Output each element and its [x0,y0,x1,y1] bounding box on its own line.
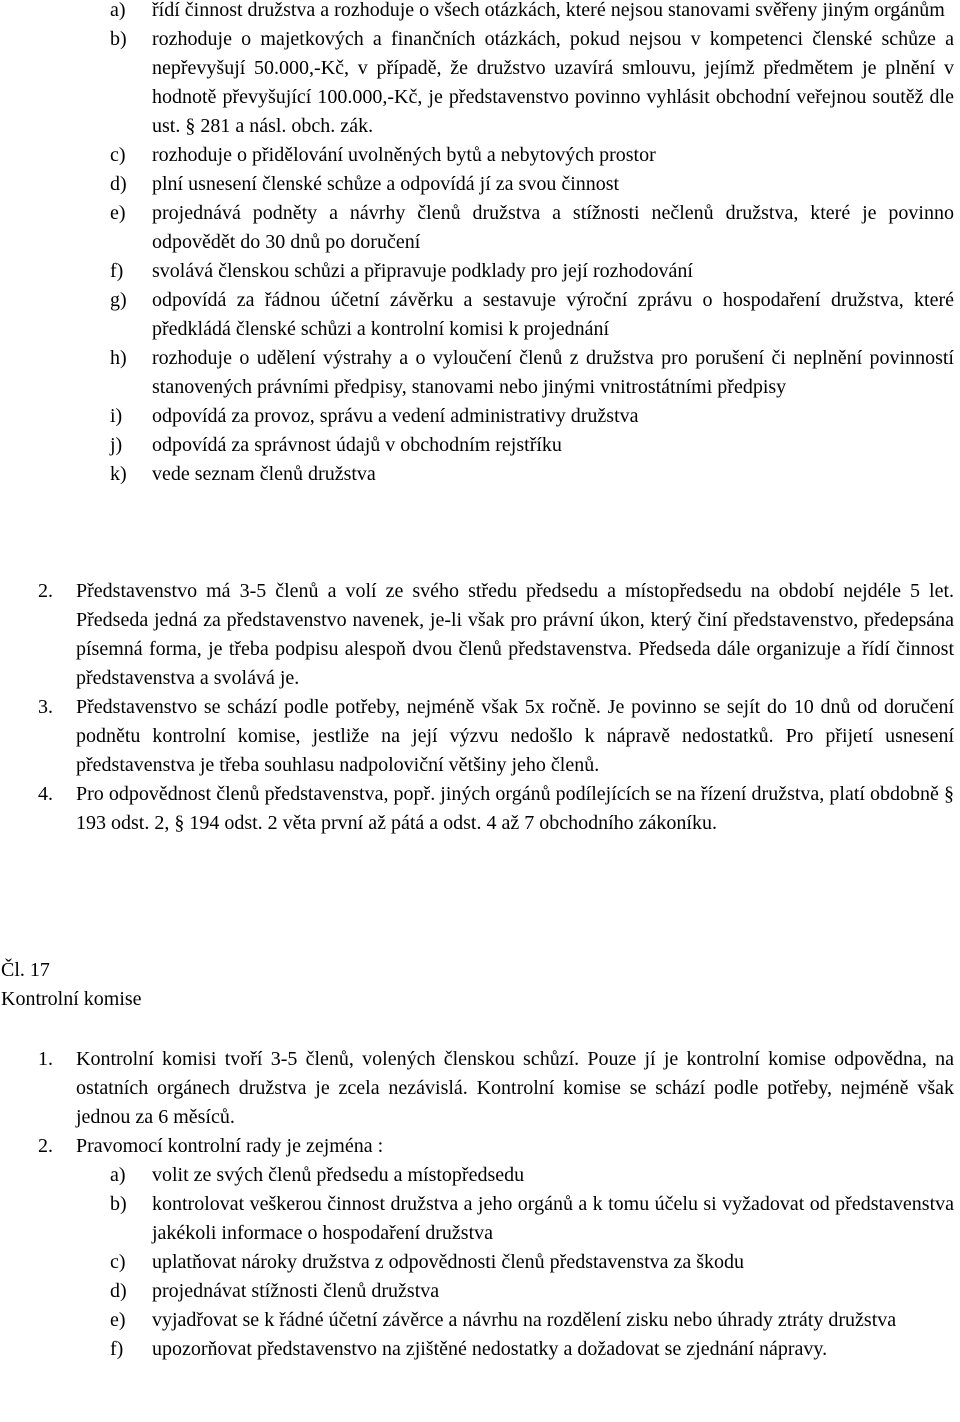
item-label: h) [110,347,127,369]
item-text: rozhoduje o přidělování uvolněných bytů a nebytových prostor [152,144,656,166]
item-text: odpovídá za řádnou účetní závěrku a sestavuje výroční zprávu o hospodaření družstva, které předkládá členské schůzi a kontrolní komisi k projednání [152,289,954,340]
list-item [110,25,954,141]
item-label: c) [110,1251,126,1273]
item-text: uplatňovat nároky družstva z odpovědnosti členů představenstva za škodu [152,1251,745,1273]
item-number: 4. [38,783,53,805]
item-text: Kontrolní komisi tvoří 3-5 členů, volených členskou schůzí. Pouze jí je kontrolní komise odpovědna, na ostatních orgánech družstva je zcela nezávislá. Kontrolní komise se schází podle potřeby, nejméně však jednou za 6 měsíců. [76,1048,954,1128]
item-label: g) [110,289,127,311]
commission-numbered-list [0,1045,960,1161]
list-item [110,402,954,431]
list-item [110,1248,954,1277]
item-text: Pro odpovědnost členů představenstva, popř. jiných orgánů podílejících se na řízení družstva, platí obdobně § 193 odst. 2, § 194 odst. 2 věta první až pátá a odst. 4 až 7 obchodního zákoníku. [76,783,954,834]
list-item [110,460,954,489]
item-label: a) [110,0,126,21]
item-text: upozorňovat představenstvo na zjištěné nedostatky a dožadovat se zjednání nápravy. [152,1338,828,1360]
item-text: vyjadřovat se k řádné účetní závěrce a návrhu na rozdělení zisku nebo úhrady ztráty družstva [152,1309,897,1331]
numbered-item [38,780,954,838]
item-text: Představenstvo se schází podle potřeby, nejméně však 5x ročně. Je povinno se sejít do 10 dnů od doručení podnětu kontrolní komise, jestliže na její výzvu nedošlo k nápravě nedostatků. Pro přijetí usnesení představenstva je třeba souhlasu nadpoloviční většiny jeho členů. [76,696,954,776]
list-item [110,344,954,402]
item-text: Představenstvo má 3-5 členů a volí ze svého středu předsedu a místopředsedu na období nejdéle 5 let. Předseda jedná za představenstvo navenek, je-li však pro právní úkon, který činí představenstvo, předepsána písemná forma, je třeba podpisu alespoň dvou členů představenstva. Předseda dále organizuje a řídí činnost představenstva a svolává je. [76,580,954,689]
item-label: d) [110,173,127,195]
article-number: Čl. 17 [1,959,50,981]
item-number: 3. [38,696,53,718]
item-text: projednává podněty a návrhy členů družstva a stížnosti nečlenů družstva, které je povinno odpovědět do 30 dnů po doručení [152,202,954,253]
numbered-item [38,577,954,693]
item-text: vede seznam členů družstva [152,463,376,485]
board-powers-list [0,0,960,489]
list-item [110,170,954,199]
list-item [110,1277,954,1306]
item-label: b) [110,28,127,50]
item-label: c) [110,144,126,166]
item-label: k) [110,463,127,485]
item-text: projednávat stížnosti členů družstva [152,1280,440,1302]
board-numbered-list [0,577,960,838]
numbered-item [38,1132,954,1161]
item-label: e) [110,1309,126,1331]
article-title: Kontrolní komise [1,988,142,1010]
numbered-item [38,1045,954,1132]
item-label: d) [110,1280,127,1302]
list-item [110,1161,954,1190]
item-label: f) [110,1338,124,1360]
list-item [110,286,954,344]
item-text: plní usnesení členské schůze a odpovídá jí za svou činnost [152,173,620,195]
list-item [110,257,954,286]
list-item [110,431,954,460]
item-text: rozhoduje o udělení výstrahy a o vyloučení členů z družstva pro porušení či neplnění povinností stanovených právními předpisy, stanovami nebo jinými vnitrostátními předpisy [152,347,954,398]
article-heading [1,956,960,1014]
list-item [110,1190,954,1248]
list-item [110,1306,954,1335]
item-number: 1. [38,1048,53,1070]
item-number: 2. [38,580,53,602]
item-text: rozhoduje o majetkových a finančních otázkách, pokud nejsou v kompetenci členské schůze a nepřevyšují 50.000,-Kč, v případě, že družstvo uzavírá smlouvu, jejímž předmětem je plnění v hodnotě převyšující 100.000,-Kč, je představenstvo povinno vyhlásit obchodní veřejnou soutěž dle ust. § 281 a násl. obch. zák. [152,28,954,137]
item-label: e) [110,202,126,224]
commission-powers-list [0,1161,960,1364]
item-text: kontrolovat veškerou činnost družstva a jeho orgánů a k tomu účelu si vyžadovat od představenstva jakékoli informace o hospodaření družstva [152,1193,954,1244]
item-label: a) [110,1164,126,1186]
list-item [110,0,954,25]
item-text: odpovídá za provoz, správu a vedení administrativy družstva [152,405,639,427]
item-label: f) [110,260,124,282]
numbered-item [38,693,954,780]
item-text: svolává členskou schůzi a připravuje podklady pro její rozhodování [152,260,693,282]
item-text: řídí činnost družstva a rozhoduje o všech otázkách, které nejsou stanovami svěřeny jiným orgánům [152,0,945,21]
list-item [110,141,954,170]
item-label: j) [110,434,123,456]
item-label: i) [110,405,123,427]
item-number: 2. [38,1135,53,1157]
list-item [110,199,954,257]
item-text: volit ze svých členů předsedu a místopředsedu [152,1164,525,1186]
item-text: Pravomocí kontrolní rady je zejména : [76,1135,384,1157]
list-item [110,1335,954,1364]
item-label: b) [110,1193,127,1215]
item-text: odpovídá za správnost údajů v obchodním rejstříku [152,434,562,456]
